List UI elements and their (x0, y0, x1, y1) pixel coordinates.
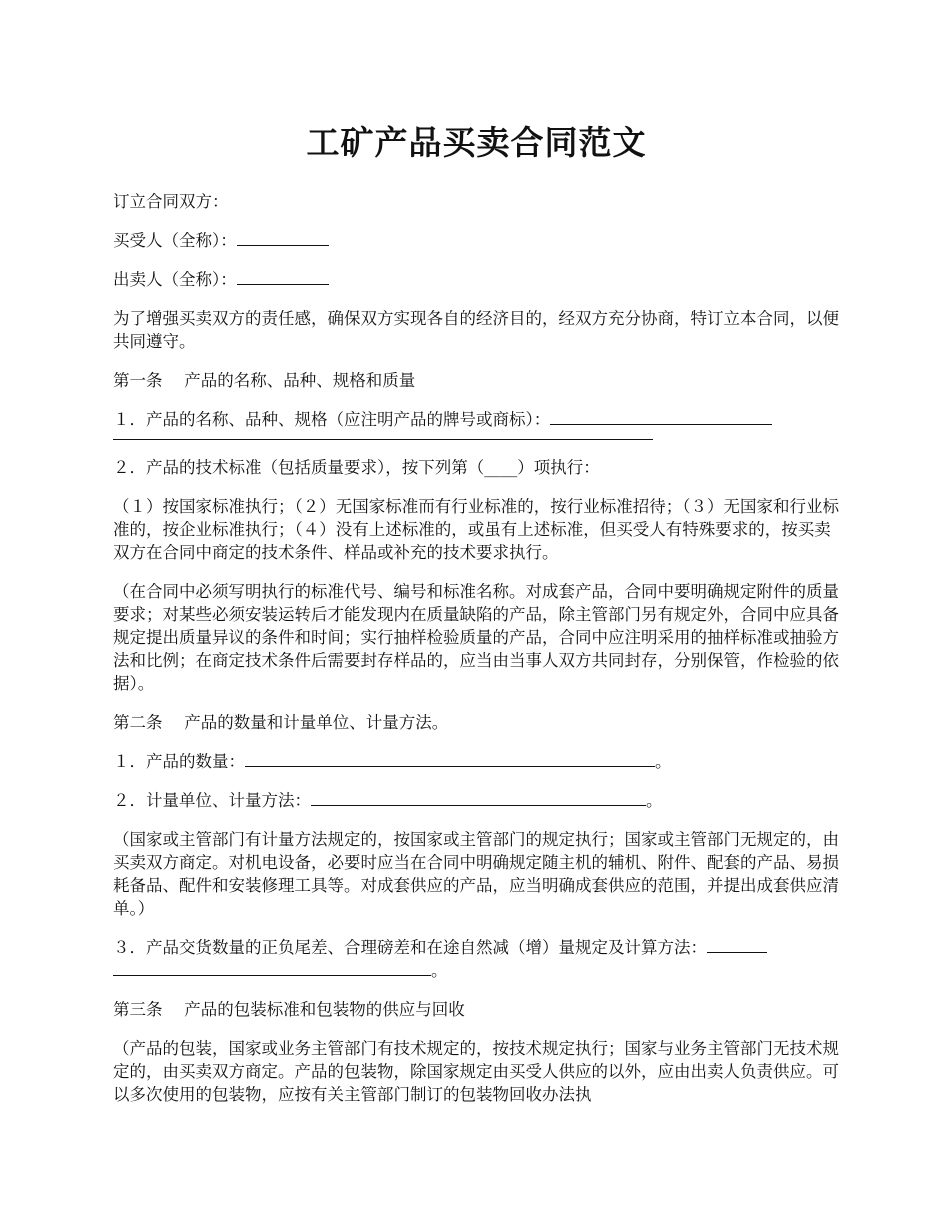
seller-name-blank[interactable] (237, 270, 329, 285)
article-1-heading: 第一条 产品的名称、品种、规格和质量 (113, 371, 416, 390)
article-1-note: （在合同中必须写明执行的标准代号、编号和标准名称。对成套产品，合同中要明确规定附件的质量要求；对某些必须安装运转后才能发现内在质量缺陷的产品，除主管部门另有规定外，合同中应具备规定提出质量异议的条件和时间；实行抽样检验质量的产品，合同中应注明采用的抽样标准或抽验方法和比例；在商定技术条件后需要封存样品的，应当由当事人双方共同封存，分别保管，作检验的依据）。 (113, 582, 839, 693)
seller-label: 出卖人（全称）： (113, 270, 237, 289)
buyer-label: 买受人（全称）： (113, 231, 237, 250)
quantity-blank[interactable] (245, 752, 655, 767)
article-3-note: （产品的包装，国家或业务主管部门有技术规定的，按技术规定执行；国家与业务主管部门无技术规定的，由买卖双方商定。产品的包装物，除国家规定由买受人供应的以外，应由出卖人负责供应。可以多次使用的包装物，应按有关主管部门制订的包装物回收办法执 (113, 1039, 839, 1104)
preamble-paragraph: 为了增强买卖双方的责任感，确保双方实现各自的经济目的，经双方充分协商，特订立本合同，以便共同遵守。 (113, 309, 839, 351)
standards-options-paragraph: （１）按国家标准执行；（２）无国家标准而有行业标准的，按行业标准招待；（３）无国家和行业标准的，按企业标准执行；（４）没有上述标准的，或虽有上述标准，但买受人有特殊要求的，按买卖双方在合同中商定的技术条件、样品或补充的技术要求执行。 (113, 497, 839, 562)
article-2-note: （国家或主管部门有计量方法规定的，按国家或主管部门的规定执行；国家或主管部门无规定的，由买卖双方商定。对机电设备，必要时应当在合同中明确规定随主机的辅机、附件、配套的产品、易损耗备品、配件和安装修理工具等。对成套供应的产品，应当明确成套供应的范围，并提出成套供应清单。） (113, 830, 839, 918)
article-1-item-1-label: １．产品的名称、品种、规格（应注明产品的牌号或商标）： (113, 410, 551, 429)
article-3-heading: 第三条 产品的包装标准和包装物的供应与回收 (113, 1000, 465, 1019)
article-2-item-3-label: ３．产品交货数量的正负尾差、合理磅差和在途自然减（增）量规定及计算方法： (113, 938, 707, 957)
period-mark: 。 (655, 752, 672, 771)
article-1-item-1 (113, 408, 840, 440)
buyer-name-blank[interactable] (237, 231, 329, 246)
article-2-item-2-label: ２．计量单位、计量方法： (113, 791, 311, 810)
article-2-item-1-label: １．产品的数量： (113, 752, 245, 771)
tolerance-blank-line-2[interactable] (113, 961, 431, 976)
article-2-item-2 (113, 789, 840, 812)
period-mark: 。 (646, 791, 663, 810)
page-title: 工矿产品买卖合同范文 (306, 123, 647, 162)
article-2-item-3 (113, 936, 840, 982)
parties-intro: 订立合同双方： (113, 192, 229, 211)
product-spec-blank-line-2[interactable] (113, 431, 653, 440)
article-2-heading: 第二条 产品的数量和计量单位、计量方法。 (113, 713, 449, 732)
article-2-item-1 (113, 750, 840, 773)
article-1-item-2: ２．产品的技术标准（包括质量要求），按下列第（____）项执行： (113, 458, 600, 477)
seller-line (113, 268, 840, 291)
period-mark: 。 (431, 961, 448, 980)
measurement-method-blank[interactable] (311, 791, 646, 806)
product-spec-blank[interactable] (550, 410, 772, 425)
buyer-line (113, 229, 840, 252)
tolerance-blank[interactable] (707, 938, 767, 953)
